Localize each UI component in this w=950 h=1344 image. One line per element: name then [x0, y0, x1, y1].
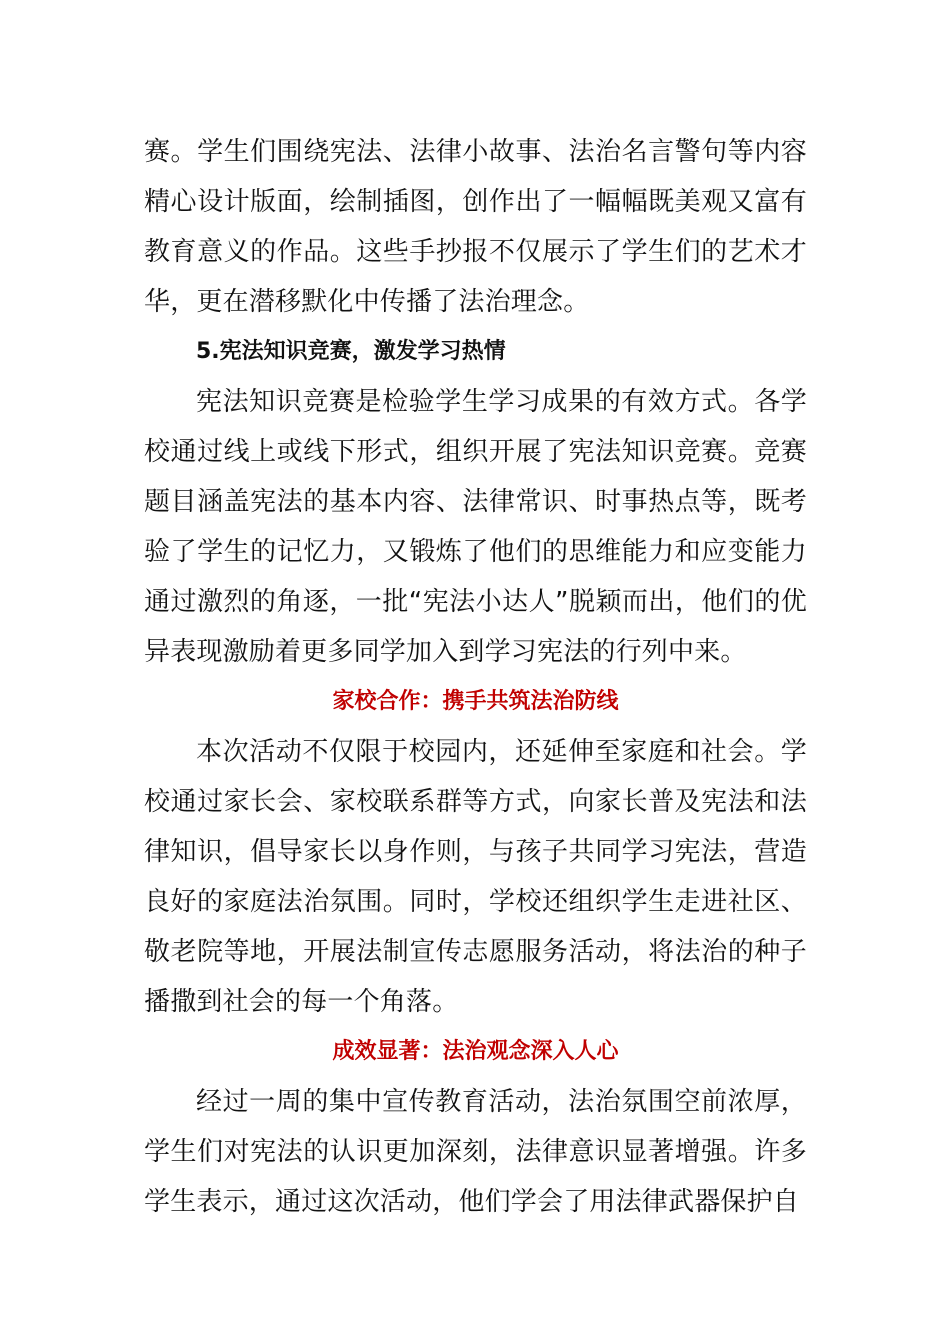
section-title-home-school-cooperation: 家校合作：携手共筑法治防线: [332, 689, 619, 714]
paragraph-constitution-contest: 宪法知识竞赛是检验学生学习成果的有效方式。各学校通过线上或线下形式，组织开展了宪法知识竞赛。竞赛题目涵盖宪法的基本内容、法律常识、时事热点等，既考验了学生的记忆力，又锻炼了他们的思维能力和应变能力通过激烈的角逐，一批“宪法小达人”脱颖而出，他们的优异表现激励着更多同学加入到学习宪法的行列中来。: [144, 387, 807, 667]
paragraph-results: 经过一周的集中宣传教育活动，法治氛围空前浓厚，学生们对宪法的认识更加深刻，法律意识显著增强。许多学生表示，通过这次活动，他们学会了用法律武器保护自: [144, 1087, 807, 1217]
subheading-constitution-contest: 5.宪法知识竞赛，激发学习热情: [196, 339, 506, 364]
document-body: [144, 127, 807, 1227]
paragraph-handwritten-newspaper-continued: 赛。学生们围绕宪法、法律小故事、法治名言警句等内容精心设计版面，绘制插图，创作出了一幅幅既美观又富有教育意义的作品。这些手抄报不仅展示了学生们的艺术才华，更在潜移默化中传播了法治理念。: [144, 137, 807, 317]
section-title-results: 成效显著：法治观念深入人心: [332, 1039, 619, 1064]
paragraph-home-school-cooperation: 本次活动不仅限于校园内，还延伸至家庭和社会。学校通过家长会、家校联系群等方式，向家长普及宪法和法律知识，倡导家长以身作则，与孩子共同学习宪法，营造良好的家庭法治氛围。同时，学校还组织学生走进社区、敬老院等地，开展法制宣传志愿服务活动，将法治的种子播撒到社会的每一个角落。: [144, 737, 807, 1017]
